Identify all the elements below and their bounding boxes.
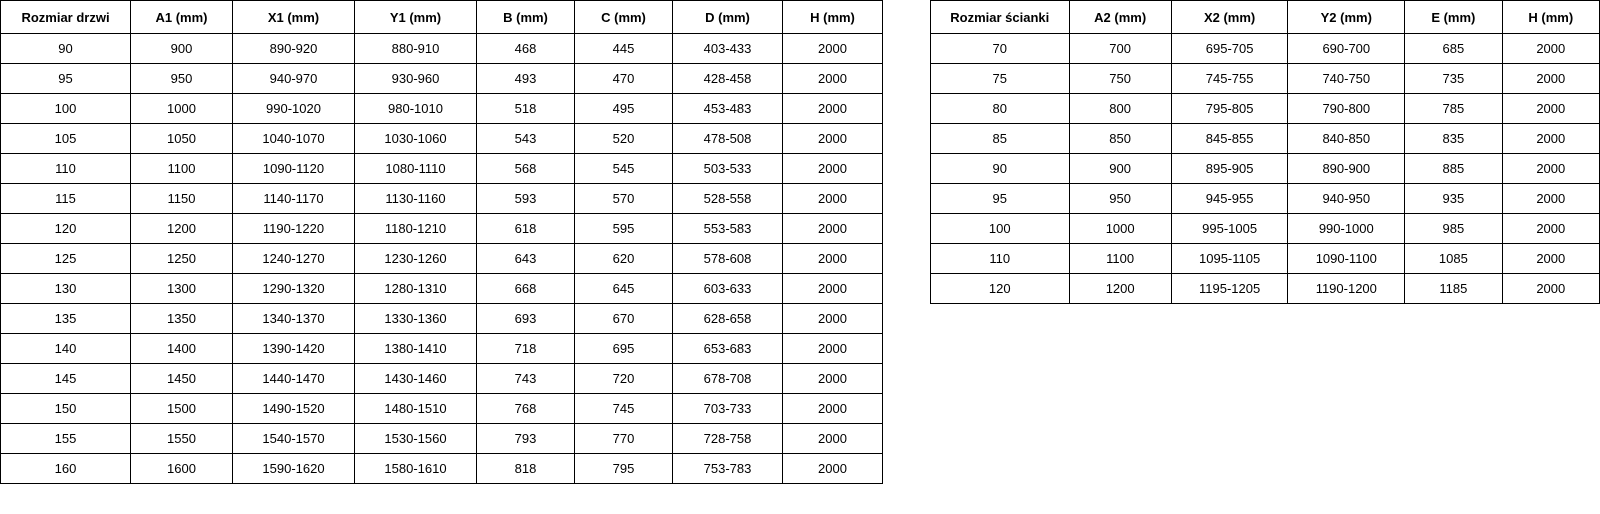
- table-cell: 1540-1570: [233, 424, 355, 454]
- table-cell: 1000: [131, 94, 233, 124]
- table-cell: 70: [931, 34, 1070, 64]
- table-cell: 495: [575, 94, 673, 124]
- table-cell: 840-850: [1288, 124, 1405, 154]
- table-cell: 493: [477, 64, 575, 94]
- table-cell: 1190-1220: [233, 214, 355, 244]
- table-cell: 1550: [131, 424, 233, 454]
- table-cell: 85: [931, 124, 1070, 154]
- table-cell: 1390-1420: [233, 334, 355, 364]
- table-cell: 793: [477, 424, 575, 454]
- table-cell: 1100: [1069, 244, 1171, 274]
- table-row: [1, 364, 883, 394]
- column-header-e: E (mm): [1405, 1, 1502, 34]
- table-cell: 670: [575, 304, 673, 334]
- table-cell: 1200: [131, 214, 233, 244]
- column-header-y1: Y1 (mm): [355, 1, 477, 34]
- table-cell: 1350: [131, 304, 233, 334]
- table-cell: 1580-1610: [355, 454, 477, 484]
- table-cell: 690-700: [1288, 34, 1405, 64]
- table-cell: 990-1000: [1288, 214, 1405, 244]
- table-row: [1, 34, 883, 64]
- table-cell: 800: [1069, 94, 1171, 124]
- table-cell: 90: [931, 154, 1070, 184]
- table-row: [931, 274, 1600, 304]
- table-cell: 728-758: [673, 424, 783, 454]
- table-cell: 1280-1310: [355, 274, 477, 304]
- table-row: [1, 94, 883, 124]
- table-cell: 110: [1, 154, 131, 184]
- table-cell: 768: [477, 394, 575, 424]
- table-cell: 1530-1560: [355, 424, 477, 454]
- table-cell: 1400: [131, 334, 233, 364]
- table-cell: 2000: [783, 274, 883, 304]
- table-cell: 140: [1, 334, 131, 364]
- table-cell: 740-750: [1288, 64, 1405, 94]
- column-header-c: C (mm): [575, 1, 673, 34]
- table-cell: 1480-1510: [355, 394, 477, 424]
- table-cell: 478-508: [673, 124, 783, 154]
- table-cell: 528-558: [673, 184, 783, 214]
- table-cell: 1380-1410: [355, 334, 477, 364]
- table-cell: 1080-1110: [355, 154, 477, 184]
- table-cell: 2000: [1502, 274, 1599, 304]
- table-row: [1, 154, 883, 184]
- table-cell: 518: [477, 94, 575, 124]
- table-cell: 603-633: [673, 274, 783, 304]
- table-cell: 1140-1170: [233, 184, 355, 214]
- table-cell: 553-583: [673, 214, 783, 244]
- table-cell: 1440-1470: [233, 364, 355, 394]
- table-cell: 543: [477, 124, 575, 154]
- table-cell: 1090-1120: [233, 154, 355, 184]
- column-header-b: B (mm): [477, 1, 575, 34]
- table-cell: 2000: [1502, 184, 1599, 214]
- table-cell: 1090-1100: [1288, 244, 1405, 274]
- table-cell: 125: [1, 244, 131, 274]
- table-row: [1, 334, 883, 364]
- table-cell: 930-960: [355, 64, 477, 94]
- table-cell: 895-905: [1171, 154, 1288, 184]
- table-cell: 2000: [783, 364, 883, 394]
- table-cell: 795: [575, 454, 673, 484]
- table-cell: 75: [931, 64, 1070, 94]
- table-cell: 593: [477, 184, 575, 214]
- column-header-x1: X1 (mm): [233, 1, 355, 34]
- table-cell: 885: [1405, 154, 1502, 184]
- table-cell: 795-805: [1171, 94, 1288, 124]
- table-row: [931, 124, 1600, 154]
- table-row: [1, 274, 883, 304]
- table-row: [1, 454, 883, 484]
- table-row: [1, 424, 883, 454]
- table-cell: 940-970: [233, 64, 355, 94]
- table-cell: 620: [575, 244, 673, 274]
- table-cell: 95: [1, 64, 131, 94]
- walls-dimensions-table-container: [930, 0, 1600, 304]
- table-cell: 2000: [783, 214, 883, 244]
- doors-table-body: [1, 34, 883, 484]
- table-cell: 453-483: [673, 94, 783, 124]
- table-cell: 1450: [131, 364, 233, 394]
- table-cell: 790-800: [1288, 94, 1405, 124]
- table-cell: 940-950: [1288, 184, 1405, 214]
- table-cell: 1195-1205: [1171, 274, 1288, 304]
- table-cell: 468: [477, 34, 575, 64]
- table-cell: 945-955: [1171, 184, 1288, 214]
- table-cell: 1250: [131, 244, 233, 274]
- table-cell: 1430-1460: [355, 364, 477, 394]
- table-cell: 950: [1069, 184, 1171, 214]
- column-header-h: H (mm): [783, 1, 883, 34]
- table-cell: 1000: [1069, 214, 1171, 244]
- column-header-h: H (mm): [1502, 1, 1599, 34]
- table-cell: 695-705: [1171, 34, 1288, 64]
- table-cell: 695: [575, 334, 673, 364]
- table-cell: 890-900: [1288, 154, 1405, 184]
- table-cell: 753-783: [673, 454, 783, 484]
- table-cell: 1500: [131, 394, 233, 424]
- column-header-rozmiar-scianki: Rozmiar ścianki: [931, 1, 1070, 34]
- table-cell: 100: [931, 214, 1070, 244]
- table-cell: 1100: [131, 154, 233, 184]
- table-cell: 1590-1620: [233, 454, 355, 484]
- table-cell: 653-683: [673, 334, 783, 364]
- table-cell: 2000: [783, 334, 883, 364]
- table-cell: 2000: [783, 184, 883, 214]
- table-cell: 700: [1069, 34, 1171, 64]
- table-cell: 745: [575, 394, 673, 424]
- table-cell: 100: [1, 94, 131, 124]
- table-cell: 1240-1270: [233, 244, 355, 274]
- table-cell: 995-1005: [1171, 214, 1288, 244]
- table-cell: 645: [575, 274, 673, 304]
- table-cell: 643: [477, 244, 575, 274]
- table-cell: 570: [575, 184, 673, 214]
- table-cell: 160: [1, 454, 131, 484]
- table-cell: 985: [1405, 214, 1502, 244]
- table-row: [1, 184, 883, 214]
- table-cell: 2000: [1502, 124, 1599, 154]
- table-row: [1, 244, 883, 274]
- table-cell: 95: [931, 184, 1070, 214]
- table-cell: 1030-1060: [355, 124, 477, 154]
- table-row: [931, 34, 1600, 64]
- table-cell: 880-910: [355, 34, 477, 64]
- table-row: [931, 244, 1600, 274]
- table-cell: 850: [1069, 124, 1171, 154]
- table-cell: 1300: [131, 274, 233, 304]
- table-row: [1, 64, 883, 94]
- table-row: [1, 394, 883, 424]
- table-cell: 520: [575, 124, 673, 154]
- table-cell: 1290-1320: [233, 274, 355, 304]
- table-cell: 2000: [1502, 64, 1599, 94]
- table-cell: 1085: [1405, 244, 1502, 274]
- column-header-rozmiar-drzwi: Rozmiar drzwi: [1, 1, 131, 34]
- column-header-d: D (mm): [673, 1, 783, 34]
- table-cell: 2000: [1502, 94, 1599, 124]
- table-cell: 750: [1069, 64, 1171, 94]
- table-cell: 1490-1520: [233, 394, 355, 424]
- table-cell: 428-458: [673, 64, 783, 94]
- table-cell: 2000: [1502, 244, 1599, 274]
- table-cell: 628-658: [673, 304, 783, 334]
- table-header-row: [931, 1, 1600, 34]
- table-cell: 745-755: [1171, 64, 1288, 94]
- table-cell: 2000: [783, 304, 883, 334]
- table-cell: 545: [575, 154, 673, 184]
- table-cell: 2000: [783, 124, 883, 154]
- table-cell: 2000: [1502, 214, 1599, 244]
- table-cell: 720: [575, 364, 673, 394]
- table-cell: 718: [477, 334, 575, 364]
- table-row: [931, 184, 1600, 214]
- table-row: [931, 154, 1600, 184]
- table-cell: 2000: [783, 454, 883, 484]
- table-cell: 568: [477, 154, 575, 184]
- table-cell: 155: [1, 424, 131, 454]
- table-row: [1, 214, 883, 244]
- table-cell: 890-920: [233, 34, 355, 64]
- table-cell: 1230-1260: [355, 244, 477, 274]
- walls-dimensions-table: [930, 0, 1600, 304]
- table-cell: 115: [1, 184, 131, 214]
- table-cell: 668: [477, 274, 575, 304]
- table-cell: 685: [1405, 34, 1502, 64]
- column-header-y2: Y2 (mm): [1288, 1, 1405, 34]
- column-header-x2: X2 (mm): [1171, 1, 1288, 34]
- table-cell: 150: [1, 394, 131, 424]
- table-row: [931, 214, 1600, 244]
- table-cell: 110: [931, 244, 1070, 274]
- table-row: [931, 64, 1600, 94]
- table-cell: 935: [1405, 184, 1502, 214]
- table-cell: 678-708: [673, 364, 783, 394]
- table-cell: 1095-1105: [1171, 244, 1288, 274]
- table-cell: 1130-1160: [355, 184, 477, 214]
- table-cell: 578-608: [673, 244, 783, 274]
- column-header-a1: A1 (mm): [131, 1, 233, 34]
- table-cell: 770: [575, 424, 673, 454]
- table-cell: 900: [131, 34, 233, 64]
- table-cell: 135: [1, 304, 131, 334]
- table-cell: 403-433: [673, 34, 783, 64]
- table-cell: 2000: [783, 154, 883, 184]
- table-cell: 130: [1, 274, 131, 304]
- table-cell: 1600: [131, 454, 233, 484]
- table-cell: 105: [1, 124, 131, 154]
- table-cell: 950: [131, 64, 233, 94]
- table-cell: 120: [931, 274, 1070, 304]
- table-cell: 80: [931, 94, 1070, 124]
- column-header-a2: A2 (mm): [1069, 1, 1171, 34]
- table-cell: 2000: [783, 34, 883, 64]
- walls-table-body: [931, 34, 1600, 304]
- table-cell: 703-733: [673, 394, 783, 424]
- table-cell: 120: [1, 214, 131, 244]
- table-header-row: [1, 1, 883, 34]
- walls-table-header: [931, 1, 1600, 34]
- table-cell: 595: [575, 214, 673, 244]
- table-cell: 1190-1200: [1288, 274, 1405, 304]
- table-cell: 2000: [783, 394, 883, 424]
- table-cell: 1040-1070: [233, 124, 355, 154]
- table-cell: 90: [1, 34, 131, 64]
- table-cell: 835: [1405, 124, 1502, 154]
- table-cell: 980-1010: [355, 94, 477, 124]
- table-row: [1, 124, 883, 154]
- table-cell: 990-1020: [233, 94, 355, 124]
- table-cell: 503-533: [673, 154, 783, 184]
- table-row: [1, 304, 883, 334]
- table-cell: 1185: [1405, 274, 1502, 304]
- table-cell: 900: [1069, 154, 1171, 184]
- table-cell: 470: [575, 64, 673, 94]
- table-cell: 1330-1360: [355, 304, 477, 334]
- table-cell: 2000: [1502, 34, 1599, 64]
- table-cell: 785: [1405, 94, 1502, 124]
- table-row: [931, 94, 1600, 124]
- table-cell: 1150: [131, 184, 233, 214]
- table-cell: 2000: [783, 244, 883, 274]
- table-cell: 2000: [1502, 154, 1599, 184]
- table-cell: 445: [575, 34, 673, 64]
- table-cell: 1200: [1069, 274, 1171, 304]
- table-cell: 1180-1210: [355, 214, 477, 244]
- table-cell: 743: [477, 364, 575, 394]
- doors-table-header: [1, 1, 883, 34]
- table-cell: 818: [477, 454, 575, 484]
- table-cell: 845-855: [1171, 124, 1288, 154]
- table-cell: 693: [477, 304, 575, 334]
- table-cell: 2000: [783, 424, 883, 454]
- table-cell: 2000: [783, 64, 883, 94]
- table-cell: 1050: [131, 124, 233, 154]
- table-cell: 2000: [783, 94, 883, 124]
- table-cell: 145: [1, 364, 131, 394]
- table-cell: 735: [1405, 64, 1502, 94]
- table-cell: 618: [477, 214, 575, 244]
- table-cell: 1340-1370: [233, 304, 355, 334]
